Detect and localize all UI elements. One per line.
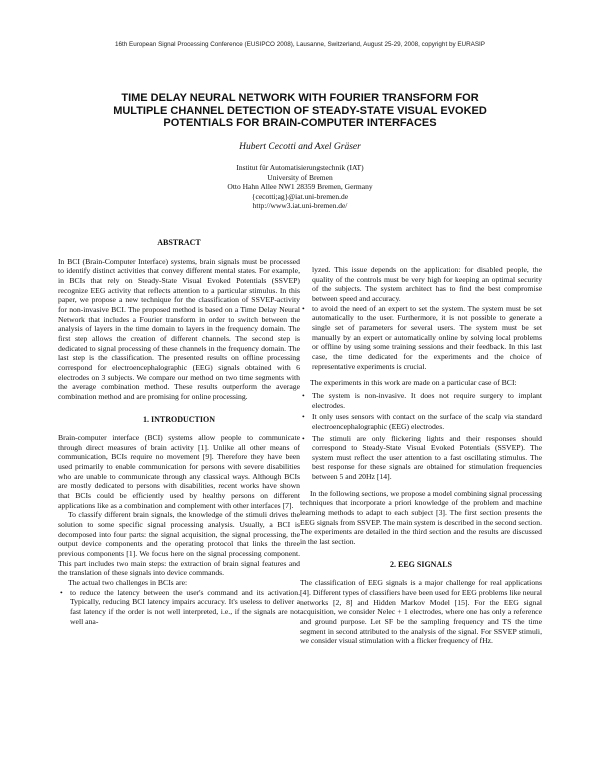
eeg-signals-heading: 2. EEG SIGNALS bbox=[389, 559, 453, 569]
list-item bbox=[300, 391, 542, 410]
body-paragraph: The classification of EEG signals is a major challenge for real applications [4]. Different types of classifiers have been used for EEG problems like neural networks [2, 8] and Hidden Markov Model [15]. For the EEG signal acquisition, we consider Nelec + 1 electrodes, where one has only a reference and ground purpose. Let SF be the sampling frequency and TS the time segment in second attributed to the analysis of the signal. For SSVEP stimuli, we consider visual stimulation with a flicker frequency of fHz. bbox=[300, 578, 542, 646]
list-item bbox=[300, 304, 542, 372]
intro-paragraph: To classify different brain signals, the knowledge of the stimuli drives the solution to some specific signal processing analysis. Usually, a BCI is decomposed into four parts: the signal acquisition, the signal processing, the output device components and the operating protocol that links the three previous components [1]. We focus here on the signal processing component. This part includes two main steps: the extraction of brain signal features and the translation of these signals into device commands. bbox=[58, 510, 300, 578]
body-paragraph: In the following sections, we propose a model combining signal processing techniques that incorporate a priori knowledge of the problem and machine learning methods to adapt to each subject [3]. The first section presents the EEG signals from SSVEP. The main system is described in the second section. The experiments are detailed in the third section and the results are discussed in the last section. bbox=[300, 488, 542, 547]
abstract-text: In BCI (Brain-Computer Interface) systems, brain signals must be processed to identify distinct activities that convey different mental states. For example, in BCIs that rely on Steady-State Visual Evoked Potentials (SSVEP) recognize EEG activity that reflects attention to a particular stimulus. In this paper, we propose a new technique for the classification of SSVEP-activity for non-invasive BCI. The proposed method is based on a Time Delay Neural Network that includes a Fourier transform in order to switch between the analysis of layers in the time domain to layers in the frequency domain. The first step allows the creation of different channels. The second step is dedicated to signal processing of these channels in the frequency domain. The last step is the classification. The presented results on offline processing correspond for electroencephalographic (EEG) signals obtained with 6 electrodes on 3 subjects. We compare our method on two time segments with the average combination method. These results outperform the average combination method and are promising for online processing. bbox=[58, 256, 300, 401]
bullet-icon: • bbox=[302, 303, 305, 313]
title-line: MULTIPLE CHANNEL DETECTION OF STEADY-STATE VISUAL EVOKED bbox=[113, 104, 487, 117]
list-item bbox=[58, 588, 300, 627]
intro-paragraph: Brain-computer interface (BCI) systems allow people to communicate through direct measures of brain activity [1]. Unlike all other means of communication, BCIs require no movement [9]. Therefore they have been used primarily to enable communication for persons with severe disabilities who are unable to communicate through any classical ways. Although BCIs are mostly dedicated to persons with disabilities, recent works have shown that BCIs could be efficiently used by healthy persons on different applications like as a combination and complement with other interfaces [7]. bbox=[58, 433, 300, 510]
affiliation-line: University of Bremen bbox=[267, 172, 333, 182]
challenge-list bbox=[58, 588, 300, 627]
list-item bbox=[300, 434, 542, 482]
list-item-continuation: lyzed. This issue depends on the application: for disabled people, the quality of the controls must be very high for keeping an optimal security of the subjects. The system architect has to find the best compromise between speed and accuracy. bbox=[312, 265, 542, 303]
right-column bbox=[300, 265, 542, 646]
list-item-text: The system is non-invasive. It does not require surgery to implant electrodes. bbox=[312, 390, 542, 410]
introduction-heading: 1. INTRODUCTION bbox=[142, 414, 215, 424]
body-paragraph: The experiments in this work are made on a particular case of BCI: bbox=[310, 378, 517, 388]
list-item-text: to reduce the latency between the user's command and its activation. Typically, reducing BCI latency impairs accuracy. It's useless to deliver a fast latency if the order is not well interpreted, i.e., if the signals are not well ana- bbox=[70, 587, 300, 626]
bullet-icon: • bbox=[302, 390, 305, 400]
authors: Hubert Cecotti and Axel Gräser bbox=[239, 142, 361, 152]
affiliation bbox=[0, 163, 600, 211]
left-column bbox=[58, 238, 300, 628]
list-item bbox=[300, 412, 542, 431]
title-line: TIME DELAY NEURAL NETWORK WITH FOURIER TRANSFORM FOR bbox=[121, 92, 479, 104]
affiliation-line: Institut für Automatisierungstechnik (IAT) bbox=[236, 163, 364, 172]
list-item-text: to avoid the need of an expert to set the system. The system must be set automatically to the user. Furthermore, it is not possible to generate a single set of parameters for several users. The system must be set manually by an expert or automatically online by solving local problems or offline by using some training sessions and their feedback. In this last case, the time dedicated for the experiments and the choice of representative experiments is crucial. bbox=[312, 303, 542, 371]
affiliation-line: Otto Hahn Allee NW1 28359 Bremen, Germany bbox=[227, 182, 373, 192]
list-item-text: The stimuli are only flickering lights and their responses should correspond to Steady-State Visual Evoked Potentials (SSVEP). The system must reflect the user attention to a fast oscillating stimulus. The best response for these signals are obtained for stimulation frequencies between 5 and 20Hz [14]. bbox=[312, 433, 542, 482]
conference-header: 16th European Signal Processing Conference (EUSIPCO 2008), Lausanne, Switzerland, August 25-29, 2008, copyright by EURASIP bbox=[115, 41, 485, 48]
intro-paragraph: The actual two challenges in BCIs are: bbox=[68, 578, 188, 587]
bullet-icon: • bbox=[60, 587, 63, 597]
bullet-icon: • bbox=[302, 412, 305, 422]
affiliation-email: {cecotti;ag}@iat.uni-bremen.de bbox=[251, 191, 349, 201]
affiliation-url: http://www3.iat.uni-bremen.de/ bbox=[252, 201, 348, 211]
bci-case-list bbox=[300, 391, 542, 482]
challenge-list bbox=[300, 304, 542, 372]
bullet-icon: • bbox=[302, 433, 305, 443]
title-line: POTENTIALS FOR BRAIN-COMPUTER INTERFACES bbox=[163, 117, 437, 129]
abstract-heading: ABSTRACT bbox=[157, 238, 201, 247]
paper-title bbox=[40, 92, 560, 130]
list-item-text: It only uses sensors with contact on the surface of the scalp via standard electroencephalographic (EEG) electrodes. bbox=[312, 412, 542, 431]
